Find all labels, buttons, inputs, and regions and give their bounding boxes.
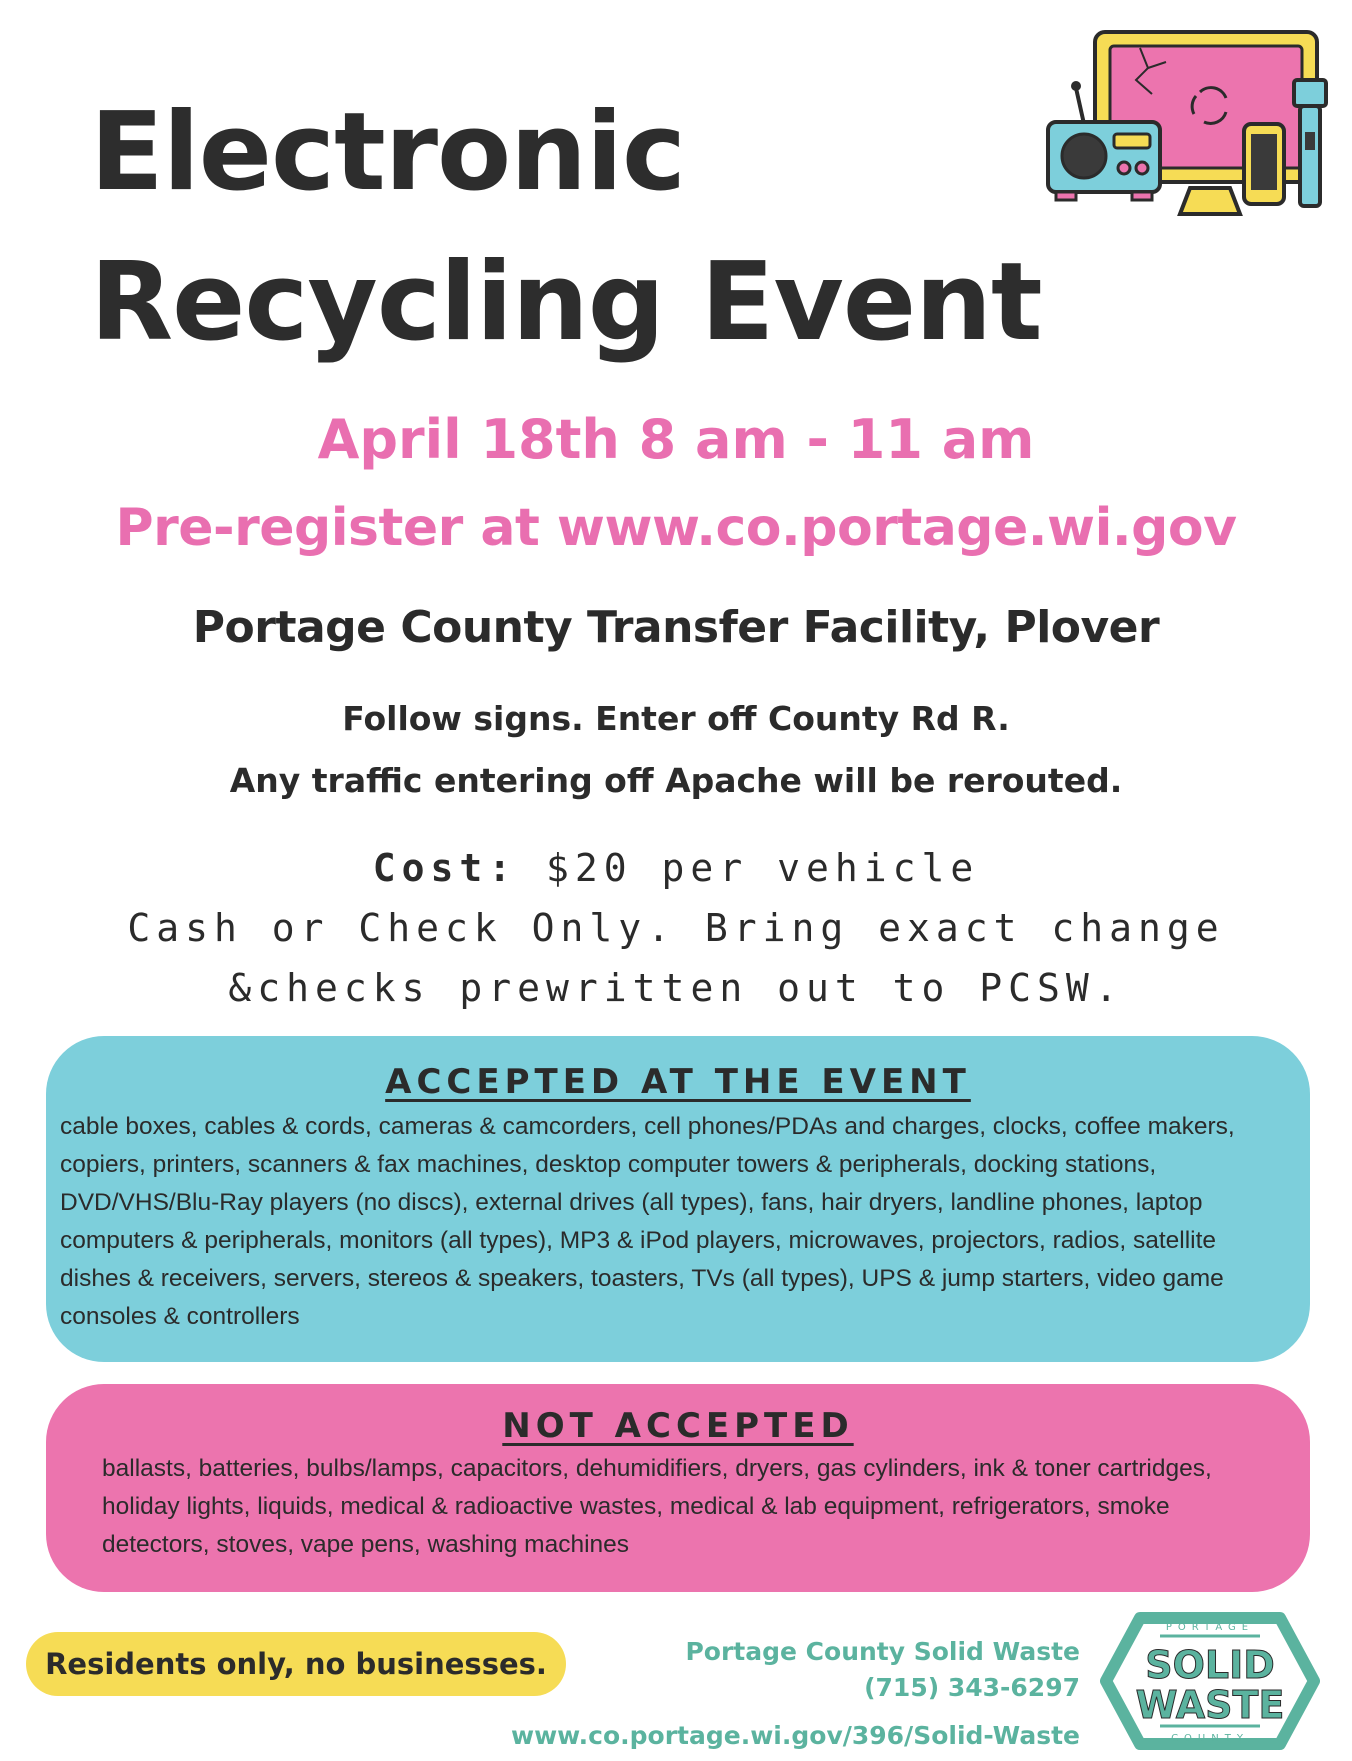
event-date-time: April 18th 8 am - 11 am [317,408,1035,471]
accepted-items-box [46,1036,1310,1362]
accepted-heading: ACCEPTED AT THE EVENT [385,1062,971,1102]
contact-phone[interactable]: (715) 343-6297 [864,1673,1080,1702]
not-accepted-heading: NOT ACCEPTED [502,1406,854,1446]
accepted-items-text: cable boxes, cables & cords, cameras & camcorders, cell phones/PDAs and charges, clocks, coffee makers, copiers, printers, scanners & fax machines, desktop computer towers & peripherals, docking stations, DVD/VHS/Blu-Ray players (no discs), external drives (all types), fans, hair dryers, landline phones, laptop computers & peripherals, monitors (all types), MP3 & iPod players, microwaves, projectors, radios, satellite dishes & receivers, servers, stereos & speakers, toasters, TVs (all types), UPS & jump starters, video game consoles & controllers [60,1113,1235,1330]
payment-line-1: Cash or Check Only. Bring exact change [127,906,1225,950]
contact-url[interactable]: www.co.portage.wi.gov/396/Solid-Waste [510,1721,1080,1750]
title-line-1: Electronic [90,90,686,215]
cost-line [0,838,1352,898]
cost-value: $20 per vehicle [546,846,980,890]
directions-line-2: Any traffic entering off Apache will be rerouted. [229,761,1123,800]
cost-info [0,838,1352,1018]
facility-location: Portage County Transfer Facility, Plover [192,602,1160,653]
not-accepted-items-text: ballasts, batteries, bulbs/lamps, capacitors, dehumidifiers, dryers, gas cylinders, ink & toner cartridges, holiday lights, liquids, medical & radioactive wastes, medical & lab equipment, refrigerators, smoke detectors, stoves, vape pens, washing machines [102,1455,1212,1558]
payment-line-2: &checks prewritten out to PCSW. [228,966,1124,1010]
contact-info [511,1634,1080,1754]
not-accepted-items-box [46,1384,1310,1592]
preregister-link[interactable]: Pre-register at www.co.portage.wi.gov [115,498,1237,558]
logo-line-1: SOLID [1145,1643,1275,1687]
directions [0,688,1352,812]
logo-line-2: WASTE [1135,1683,1285,1727]
contact-org: Portage County Solid Waste [685,1637,1080,1666]
title-line-2: Recycling Event [90,240,1042,365]
cost-label: Cost: [372,846,518,890]
flashlight-icon [1294,80,1326,206]
page-title [90,78,1270,378]
solid-waste-logo [1100,1612,1320,1750]
directions-line-1: Follow signs. Enter off County Rd R. [342,699,1010,738]
logo-bottom-text: COUNTY [1171,1733,1249,1744]
logo-top-text: PORTAGE [1165,1622,1255,1633]
residents-only-badge: Residents only, no businesses. [26,1632,566,1696]
